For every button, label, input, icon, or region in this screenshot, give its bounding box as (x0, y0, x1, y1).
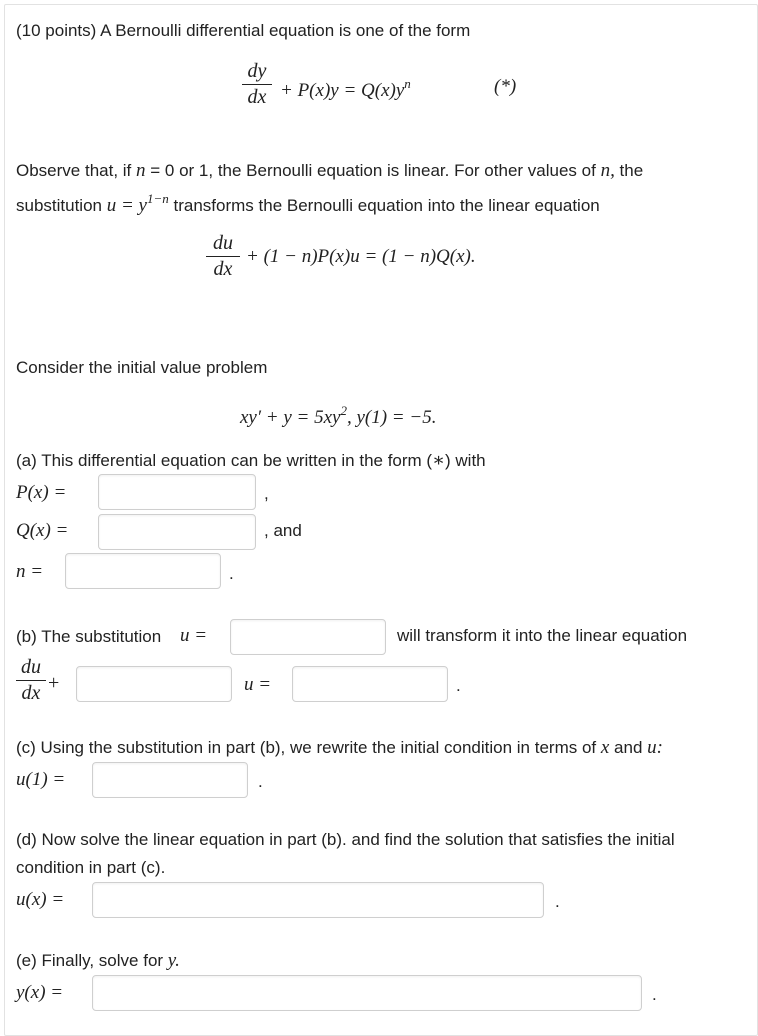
equation-tag: (*) (494, 76, 517, 97)
substitution-input[interactable] (230, 619, 386, 655)
part-b-text-a: (b) The substitution (16, 627, 162, 646)
part-a-text: (a) This differential equation can be written in the form (∗) with (16, 450, 486, 471)
u-of-1-label: u(1) = (16, 769, 66, 790)
part-d-after-period: . (555, 892, 560, 911)
bernoulli-rhs: + P(x)y = Q(x)y (280, 80, 405, 101)
observe-line-1: Observe that, if n = 0 or 1, the Bernoulli equation is linear. For other values of n, the (16, 160, 644, 181)
part-b-after-period: . (456, 676, 461, 695)
dy-dx-fraction (242, 60, 272, 108)
u-of-1-input[interactable] (92, 762, 248, 798)
n-after-period: . (229, 564, 234, 583)
p-after-comma: , (264, 484, 269, 503)
u-equals-label: u = (244, 674, 272, 695)
n-input[interactable] (65, 553, 221, 589)
bernoulli-exponent: n (404, 76, 411, 91)
part-b-du-dx-fraction: du dx (16, 656, 46, 704)
part-c-text: (c) Using the substitution in part (b), we rewrite the initial condition in terms of x and u: (16, 737, 663, 758)
y-of-x-label: y(x) = (16, 982, 64, 1003)
u-substitution-label: u = (180, 625, 208, 646)
q-of-x-input[interactable] (98, 514, 256, 550)
linear-equation-rhs: + (1 − n)P(x)u = (1 − n)Q(x). (246, 246, 476, 267)
y-of-x-input[interactable] (92, 975, 642, 1011)
part-e-text: (e) Finally, solve for y. (16, 950, 180, 971)
u-of-x-input[interactable] (92, 882, 544, 918)
coefficient-input[interactable] (76, 666, 232, 702)
n-label: n = (16, 561, 44, 582)
dx-denominator: dx (247, 86, 267, 108)
q-after-and: , and (264, 521, 302, 540)
p-of-x-label: P(x) = (16, 482, 67, 503)
observe-line-2: substitution $u = y^{1-n}$ transforms the Bernoulli equation into the linear equation (16, 191, 600, 216)
intro-text: (10 points) A Bernoulli differential equation is one of the form (16, 21, 471, 40)
q-of-x-label: Q(x) = (16, 520, 69, 541)
ivp-equation: $xy' + y = 5xy^2$, y(1) = −5. (240, 403, 437, 428)
p-of-x-input[interactable] (98, 474, 256, 510)
part-b-text-b: will transform it into the linear equation (397, 626, 688, 645)
part-d-line-2: condition in part (c). (16, 858, 166, 877)
part-e-after-period: . (652, 985, 657, 1004)
dy-numerator: dy (247, 60, 267, 82)
ivp-intro: Consider the initial value problem (16, 358, 268, 377)
part-d-line-1: (d) Now solve the linear equation in part (b). and find the solution that satisfies the initial (16, 830, 675, 849)
part-c-after-period: . (258, 772, 263, 791)
plus-sign: + (48, 672, 60, 694)
du-dx-fraction: du dx (206, 232, 240, 280)
rhs-input[interactable] (292, 666, 448, 702)
u-of-x-label: u(x) = (16, 889, 65, 910)
